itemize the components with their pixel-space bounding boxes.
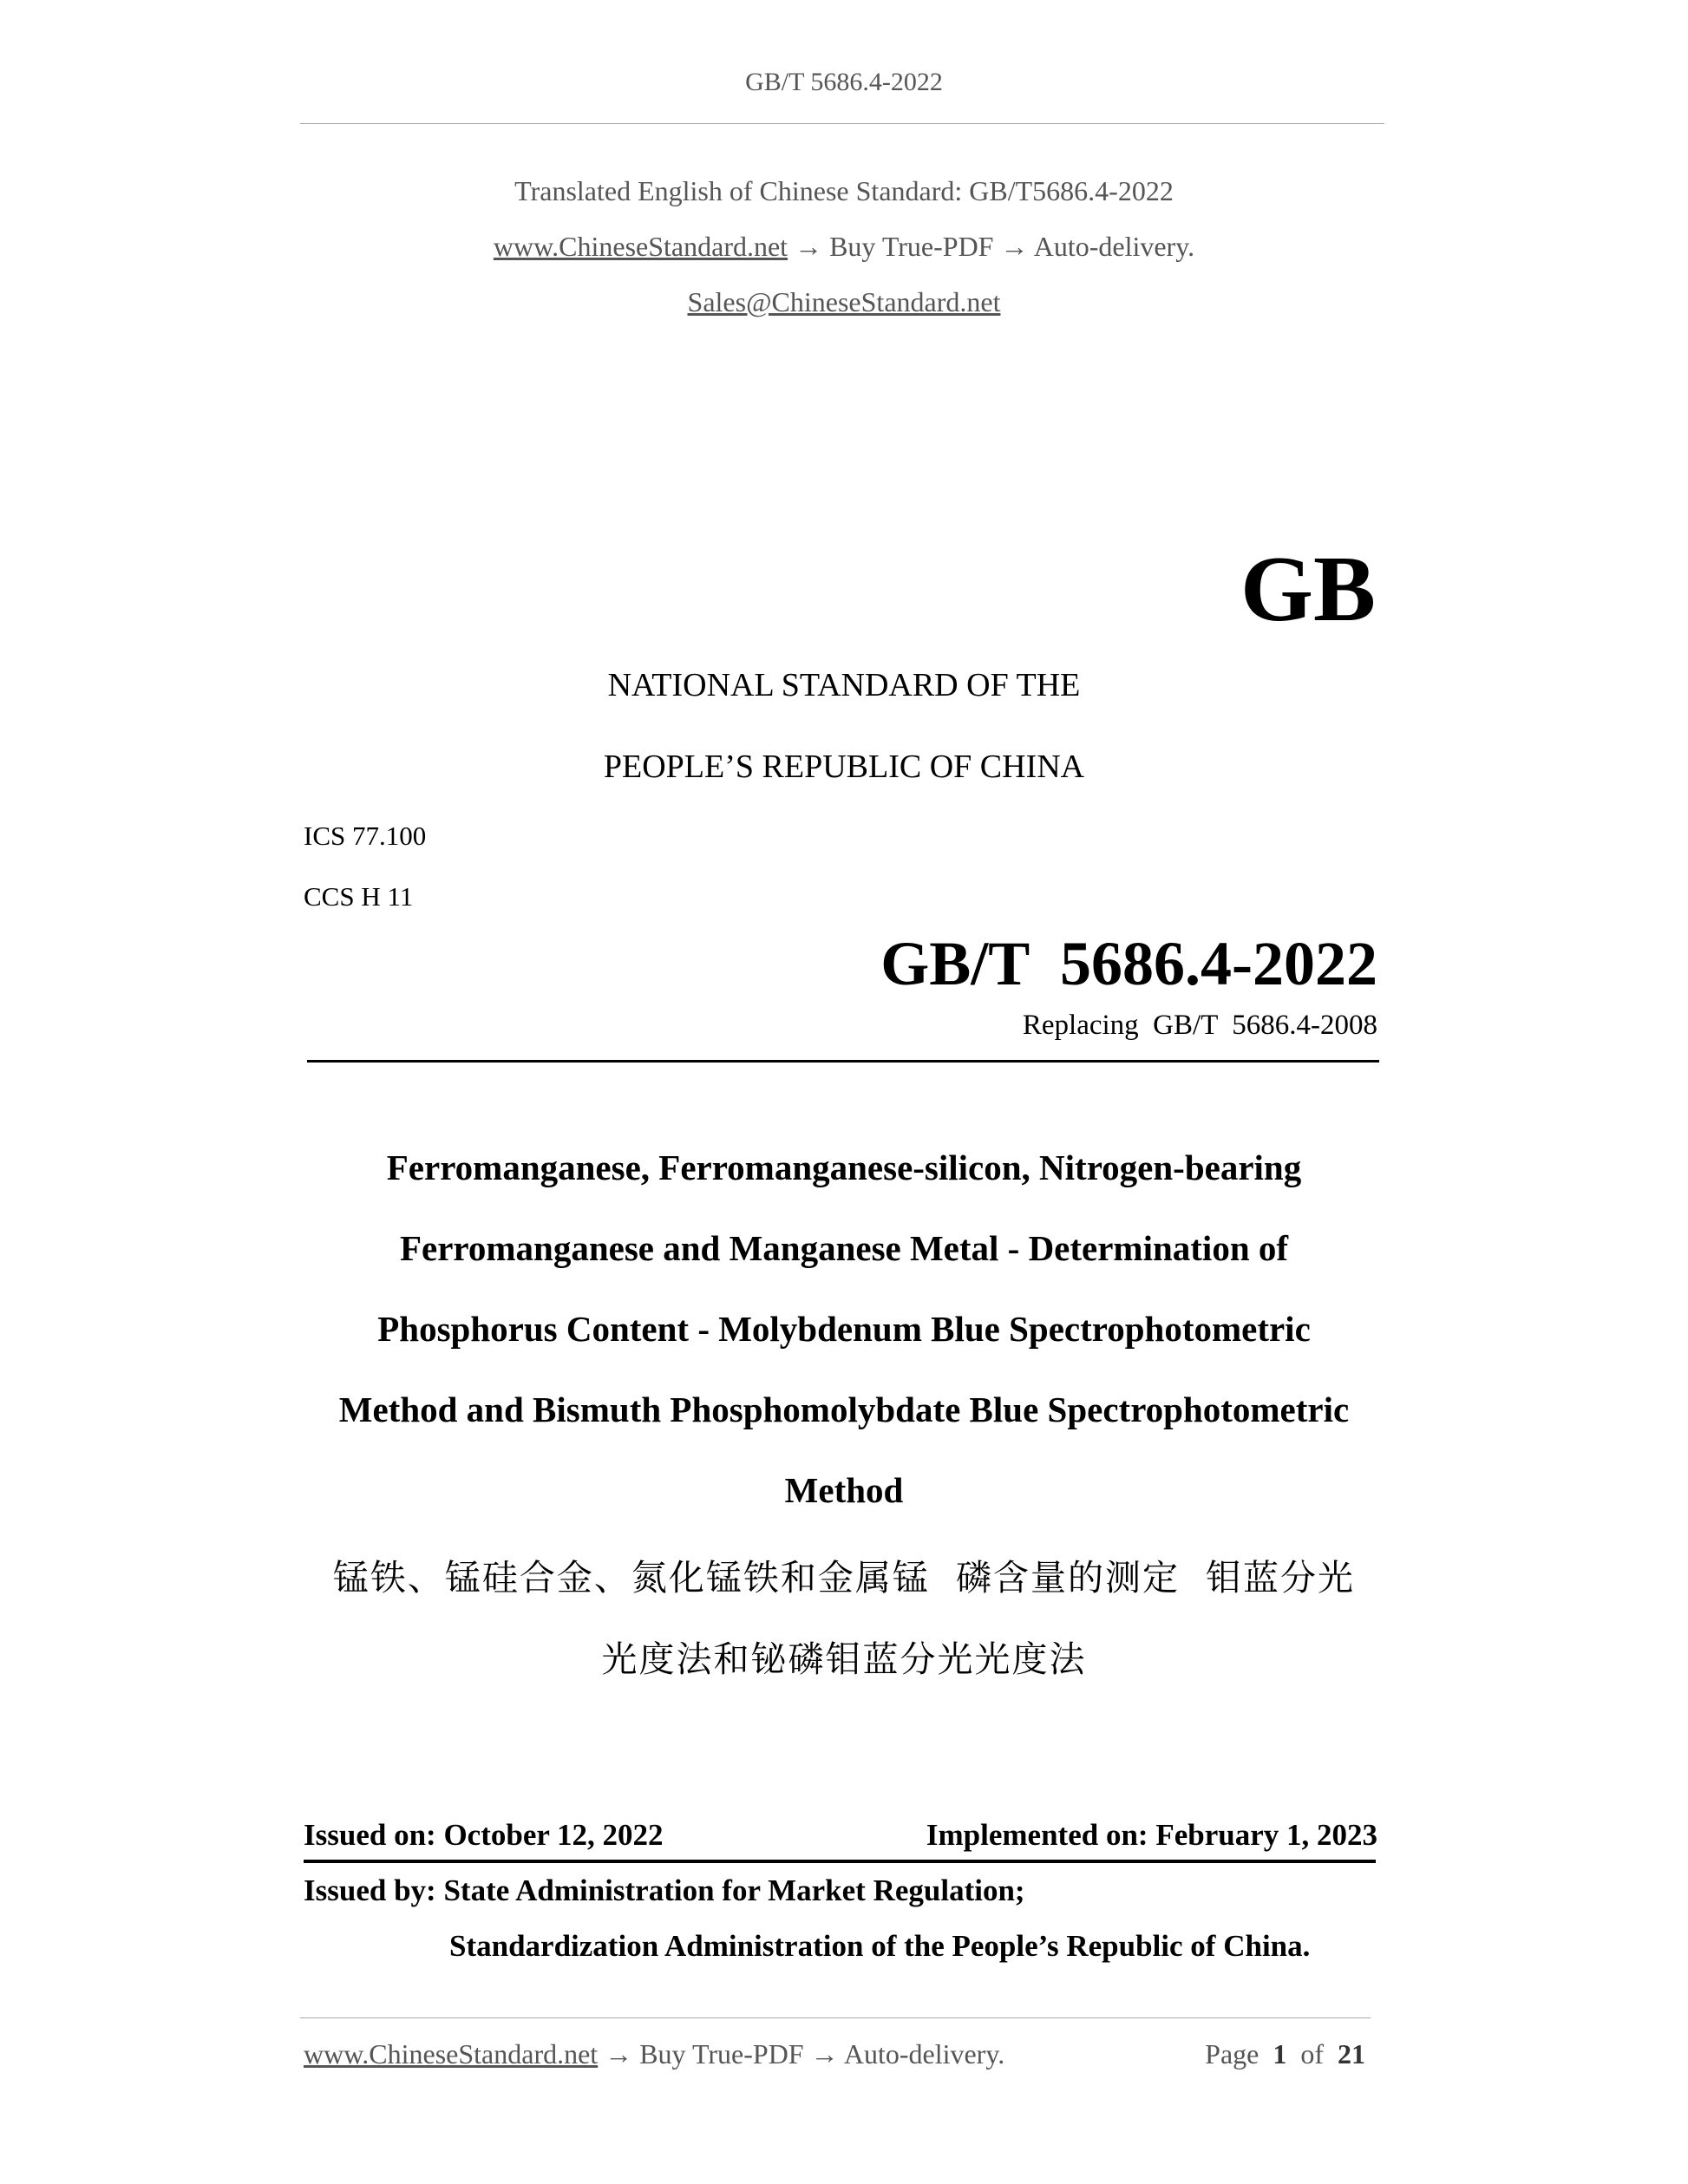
issue-rule [304, 1860, 1376, 1863]
page-total: 21 [1338, 2038, 1365, 2070]
of-label: of [1300, 2038, 1324, 2070]
ccs-code: CCS H 11 [304, 881, 414, 912]
title-en-line-3: Phosphorus Content - Molybdenum Blue Spectrophotometric [377, 1309, 1311, 1349]
national-standard-line-1: NATIONAL STANDARD OF THE [607, 667, 1081, 703]
header-rule [300, 123, 1384, 124]
page-label: Page [1205, 2038, 1259, 2070]
title-en-line-1: Ferromanganese, Ferromanganese-silicon, Nitrogen-bearing [386, 1148, 1302, 1187]
promo-line-2 [0, 231, 1688, 263]
sales-email-link[interactable]: Sales@ChineseStandard.net [687, 286, 1001, 317]
issued-on: Issued on: October 12, 2022 [304, 1818, 664, 1852]
title-rule [307, 1060, 1379, 1063]
page-header: GB/T 5686.4-2022 [745, 68, 943, 96]
standard-number: GB/T 5686.4-2022 [880, 929, 1377, 998]
issued-by-2: Standardization Administration of the People’s Republic of China. [449, 1929, 1311, 1963]
title-en-line-5: Method [784, 1470, 904, 1510]
title-zh-line-2: 光度法和铋磷钼蓝分光光度法 [601, 1638, 1087, 1680]
footer-buy-text: → Buy True-PDF → Auto-delivery. [598, 2038, 1005, 2070]
promo-line-1: Translated English of Chinese Standard: GB/T5686.4-2022 [514, 175, 1174, 206]
page-number [1205, 2038, 1365, 2070]
replacing-standard: Replacing GB/T 5686.4-2008 [1022, 1010, 1377, 1041]
title-en-line-2: Ferromanganese and Manganese Metal - Determination of [399, 1228, 1289, 1268]
issued-by: Issued by: State Administration for Market Regulation; [304, 1873, 1025, 1907]
page-current: 1 [1273, 2038, 1287, 2070]
footer-website-link[interactable]: www.ChineseStandard.net [304, 2038, 599, 2070]
footer-promo [304, 2038, 1004, 2070]
ics-code: ICS 77.100 [304, 821, 427, 851]
title-zh-line-1: 锰铁、锰硅合金、氮化锰铁和金属锰 磷含量的测定 钼蓝分光 [332, 1557, 1356, 1599]
title-en-line-4: Method and Bismuth Phosphomolybdate Blue Spectrophotometric [338, 1390, 1350, 1429]
gb-mark: GB [1240, 538, 1376, 641]
promo-buy-text: → Buy True-PDF → Auto-delivery. [788, 231, 1195, 262]
national-standard-line-2: PEOPLE’S REPUBLIC OF CHINA [603, 749, 1085, 785]
implemented-on: Implemented on: February 1, 2023 [926, 1818, 1377, 1852]
footer-rule [300, 2017, 1371, 2018]
promo-line-3 [0, 286, 1688, 318]
website-link[interactable]: www.ChineseStandard.net [493, 231, 788, 262]
